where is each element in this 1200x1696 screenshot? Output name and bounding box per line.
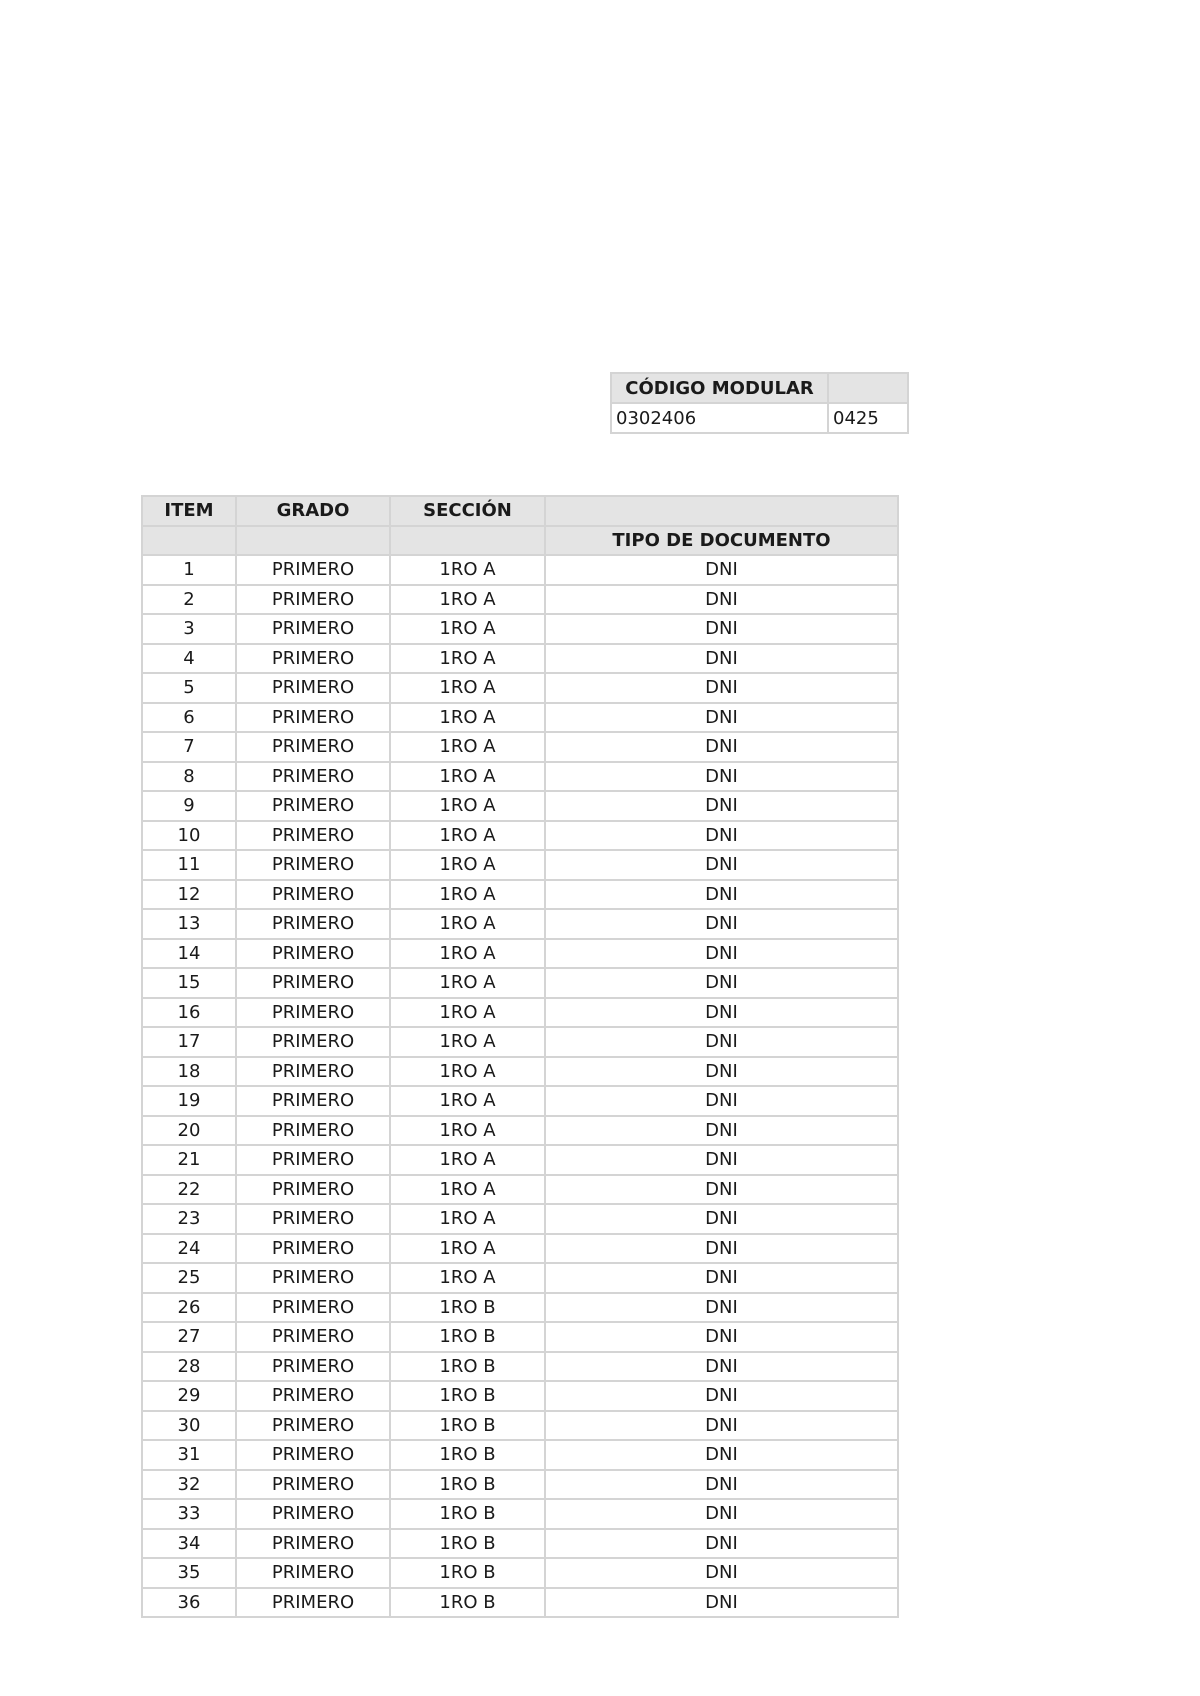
seccion-cell: 1RO A — [390, 1145, 545, 1175]
grado-cell: PRIMERO — [236, 673, 390, 703]
seccion-cell: 1RO B — [390, 1322, 545, 1352]
seccion-cell: 1RO B — [390, 1411, 545, 1441]
table-row — [142, 1263, 898, 1293]
table-row — [142, 1381, 898, 1411]
grado-cell: PRIMERO — [236, 703, 390, 733]
table-row — [142, 614, 898, 644]
tipo-documento-cell: DNI — [545, 673, 898, 703]
seccion-cell: 1RO B — [390, 1293, 545, 1323]
seccion-cell: 1RO B — [390, 1588, 545, 1618]
tipo-documento-cell: DNI — [545, 1499, 898, 1529]
item-cell: 30 — [142, 1411, 236, 1441]
table-row — [142, 850, 898, 880]
table-row — [142, 1322, 898, 1352]
item-cell: 36 — [142, 1588, 236, 1618]
table-row — [142, 1440, 898, 1470]
grado-cell: PRIMERO — [236, 939, 390, 969]
item-cell: 14 — [142, 939, 236, 969]
tipo-documento-cell: DNI — [545, 850, 898, 880]
table-row — [142, 1588, 898, 1618]
seccion-cell: 1RO A — [390, 1116, 545, 1146]
tipo-documento-cell: DNI — [545, 1588, 898, 1618]
grado-cell: PRIMERO — [236, 1293, 390, 1323]
codigo-modular-table — [610, 372, 909, 434]
grado-cell: PRIMERO — [236, 1145, 390, 1175]
grado-cell: PRIMERO — [236, 998, 390, 1028]
grado-cell: PRIMERO — [236, 1027, 390, 1057]
grado-cell: PRIMERO — [236, 1470, 390, 1500]
table-row — [142, 1234, 898, 1264]
table-row — [142, 1175, 898, 1205]
table-row — [142, 939, 898, 969]
extra-value-cell: 0425 — [828, 403, 908, 433]
col-header-tipo-documento: TIPO DE DOCUMENTO — [545, 526, 898, 556]
seccion-cell: 1RO A — [390, 614, 545, 644]
grado-cell: PRIMERO — [236, 1322, 390, 1352]
seccion-cell: 1RO A — [390, 555, 545, 585]
table-row — [142, 880, 898, 910]
col-header-grado: GRADO — [236, 496, 390, 526]
seccion-cell: 1RO A — [390, 939, 545, 969]
item-cell: 18 — [142, 1057, 236, 1087]
item-cell: 1 — [142, 555, 236, 585]
seccion-cell: 1RO B — [390, 1558, 545, 1588]
item-cell: 24 — [142, 1234, 236, 1264]
tipo-documento-cell: DNI — [545, 703, 898, 733]
grado-cell: PRIMERO — [236, 1381, 390, 1411]
table-row — [142, 555, 898, 585]
students-table — [141, 495, 899, 1618]
item-cell: 13 — [142, 909, 236, 939]
item-cell: 28 — [142, 1352, 236, 1382]
table-row — [142, 1558, 898, 1588]
tipo-documento-cell: DNI — [545, 1293, 898, 1323]
seccion-cell: 1RO B — [390, 1440, 545, 1470]
table-row — [142, 1027, 898, 1057]
item-cell: 23 — [142, 1204, 236, 1234]
item-cell: 34 — [142, 1529, 236, 1559]
table-row — [142, 791, 898, 821]
seccion-cell: 1RO A — [390, 1057, 545, 1087]
item-cell: 35 — [142, 1558, 236, 1588]
seccion-cell: 1RO A — [390, 880, 545, 910]
col-header-seccion: SECCIÓN — [390, 496, 545, 526]
item-cell: 7 — [142, 732, 236, 762]
table-row — [142, 1057, 898, 1087]
table-row — [142, 1116, 898, 1146]
table-row — [142, 762, 898, 792]
seccion-cell: 1RO A — [390, 703, 545, 733]
item-cell: 3 — [142, 614, 236, 644]
codigo-modular-header-row — [611, 373, 908, 403]
seccion-cell: 1RO B — [390, 1529, 545, 1559]
grado-cell: PRIMERO — [236, 555, 390, 585]
table-row — [142, 732, 898, 762]
item-cell: 25 — [142, 1263, 236, 1293]
grado-cell: PRIMERO — [236, 1086, 390, 1116]
grado-cell: PRIMERO — [236, 614, 390, 644]
grado-cell: PRIMERO — [236, 1234, 390, 1264]
tipo-documento-cell: DNI — [545, 1027, 898, 1057]
tipo-documento-cell: DNI — [545, 1470, 898, 1500]
col-header-item: ITEM — [142, 496, 236, 526]
item-cell: 4 — [142, 644, 236, 674]
item-cell: 29 — [142, 1381, 236, 1411]
tipo-documento-cell: DNI — [545, 1263, 898, 1293]
table-row — [142, 1411, 898, 1441]
item-cell: 10 — [142, 821, 236, 851]
seccion-cell: 1RO A — [390, 1204, 545, 1234]
table-row — [142, 968, 898, 998]
grado-cell: PRIMERO — [236, 1588, 390, 1618]
grado-cell: PRIMERO — [236, 1175, 390, 1205]
item-cell: 26 — [142, 1293, 236, 1323]
seccion-cell: 1RO B — [390, 1381, 545, 1411]
item-cell: 32 — [142, 1470, 236, 1500]
item-cell: 2 — [142, 585, 236, 615]
seccion-cell: 1RO A — [390, 821, 545, 851]
extra-header-cell — [828, 373, 908, 403]
seccion-cell: 1RO A — [390, 1263, 545, 1293]
grado-cell: PRIMERO — [236, 1411, 390, 1441]
tipo-documento-cell: DNI — [545, 555, 898, 585]
table-row — [142, 703, 898, 733]
grado-cell: PRIMERO — [236, 909, 390, 939]
tipo-documento-cell: DNI — [545, 880, 898, 910]
seccion-cell: 1RO B — [390, 1470, 545, 1500]
col-header-item-blank — [142, 526, 236, 556]
grado-cell: PRIMERO — [236, 1204, 390, 1234]
item-cell: 12 — [142, 880, 236, 910]
grado-cell: PRIMERO — [236, 791, 390, 821]
grado-cell: PRIMERO — [236, 762, 390, 792]
grado-cell: PRIMERO — [236, 1558, 390, 1588]
students-table-body — [142, 496, 898, 1617]
codigo-modular-header: CÓDIGO MODULAR — [611, 373, 828, 403]
tipo-documento-cell: DNI — [545, 968, 898, 998]
grado-cell: PRIMERO — [236, 644, 390, 674]
table-row — [142, 1293, 898, 1323]
grado-cell: PRIMERO — [236, 968, 390, 998]
table-row — [142, 673, 898, 703]
item-cell: 6 — [142, 703, 236, 733]
grado-cell: PRIMERO — [236, 1499, 390, 1529]
seccion-cell: 1RO A — [390, 909, 545, 939]
seccion-cell: 1RO A — [390, 673, 545, 703]
codigo-modular-value: 0302406 — [611, 403, 828, 433]
seccion-cell: 1RO A — [390, 732, 545, 762]
table-row — [142, 1204, 898, 1234]
item-cell: 33 — [142, 1499, 236, 1529]
table-row — [142, 1086, 898, 1116]
item-cell: 31 — [142, 1440, 236, 1470]
tipo-documento-cell: DNI — [545, 1411, 898, 1441]
codigo-modular-value-row — [611, 403, 908, 433]
tipo-documento-cell: DNI — [545, 909, 898, 939]
table-row — [142, 998, 898, 1028]
item-cell: 15 — [142, 968, 236, 998]
seccion-cell: 1RO A — [390, 1234, 545, 1264]
tipo-documento-cell: DNI — [545, 614, 898, 644]
seccion-cell: 1RO A — [390, 644, 545, 674]
grado-cell: PRIMERO — [236, 732, 390, 762]
tipo-documento-cell: DNI — [545, 998, 898, 1028]
grado-cell: PRIMERO — [236, 1352, 390, 1382]
grado-cell: PRIMERO — [236, 1529, 390, 1559]
seccion-cell: 1RO A — [390, 585, 545, 615]
table-row — [142, 585, 898, 615]
tipo-documento-cell: DNI — [545, 1440, 898, 1470]
grado-cell: PRIMERO — [236, 850, 390, 880]
item-cell: 8 — [142, 762, 236, 792]
header-row-1 — [142, 496, 898, 526]
tipo-documento-cell: DNI — [545, 1057, 898, 1087]
grado-cell: PRIMERO — [236, 1440, 390, 1470]
tipo-documento-cell: DNI — [545, 1529, 898, 1559]
tipo-documento-cell: DNI — [545, 1116, 898, 1146]
tipo-documento-cell: DNI — [545, 1145, 898, 1175]
col-header-seccion-blank — [390, 526, 545, 556]
tipo-documento-cell: DNI — [545, 939, 898, 969]
item-cell: 27 — [142, 1322, 236, 1352]
item-cell: 17 — [142, 1027, 236, 1057]
tipo-documento-cell: DNI — [545, 821, 898, 851]
tipo-documento-cell: DNI — [545, 791, 898, 821]
grado-cell: PRIMERO — [236, 880, 390, 910]
item-cell: 11 — [142, 850, 236, 880]
seccion-cell: 1RO A — [390, 968, 545, 998]
item-cell: 19 — [142, 1086, 236, 1116]
seccion-cell: 1RO B — [390, 1499, 545, 1529]
table-row — [142, 1499, 898, 1529]
seccion-cell: 1RO A — [390, 850, 545, 880]
seccion-cell: 1RO A — [390, 1086, 545, 1116]
tipo-documento-cell: DNI — [545, 1204, 898, 1234]
seccion-cell: 1RO A — [390, 998, 545, 1028]
tipo-documento-cell: DNI — [545, 1558, 898, 1588]
grado-cell: PRIMERO — [236, 1116, 390, 1146]
table-row — [142, 909, 898, 939]
table-row — [142, 821, 898, 851]
tipo-documento-cell: DNI — [545, 732, 898, 762]
tipo-documento-cell: DNI — [545, 1234, 898, 1264]
table-row — [142, 1529, 898, 1559]
seccion-cell: 1RO B — [390, 1352, 545, 1382]
table-row — [142, 644, 898, 674]
tipo-documento-cell: DNI — [545, 1352, 898, 1382]
item-cell: 22 — [142, 1175, 236, 1205]
tipo-documento-cell: DNI — [545, 1175, 898, 1205]
grado-cell: PRIMERO — [236, 1263, 390, 1293]
item-cell: 9 — [142, 791, 236, 821]
tipo-documento-cell: DNI — [545, 1086, 898, 1116]
grado-cell: PRIMERO — [236, 1057, 390, 1087]
tipo-documento-cell: DNI — [545, 644, 898, 674]
item-cell: 16 — [142, 998, 236, 1028]
table-row — [142, 1352, 898, 1382]
item-cell: 21 — [142, 1145, 236, 1175]
col-header-grado-blank — [236, 526, 390, 556]
item-cell: 5 — [142, 673, 236, 703]
tipo-documento-cell: DNI — [545, 1381, 898, 1411]
seccion-cell: 1RO A — [390, 1175, 545, 1205]
seccion-cell: 1RO A — [390, 1027, 545, 1057]
item-cell: 20 — [142, 1116, 236, 1146]
tipo-documento-cell: DNI — [545, 1322, 898, 1352]
seccion-cell: 1RO A — [390, 791, 545, 821]
header-row-2 — [142, 526, 898, 556]
tipo-documento-cell: DNI — [545, 585, 898, 615]
grado-cell: PRIMERO — [236, 821, 390, 851]
table-row — [142, 1145, 898, 1175]
seccion-cell: 1RO A — [390, 762, 545, 792]
grado-cell: PRIMERO — [236, 585, 390, 615]
table-row — [142, 1470, 898, 1500]
tipo-documento-cell: DNI — [545, 762, 898, 792]
col-header-blank — [545, 496, 898, 526]
